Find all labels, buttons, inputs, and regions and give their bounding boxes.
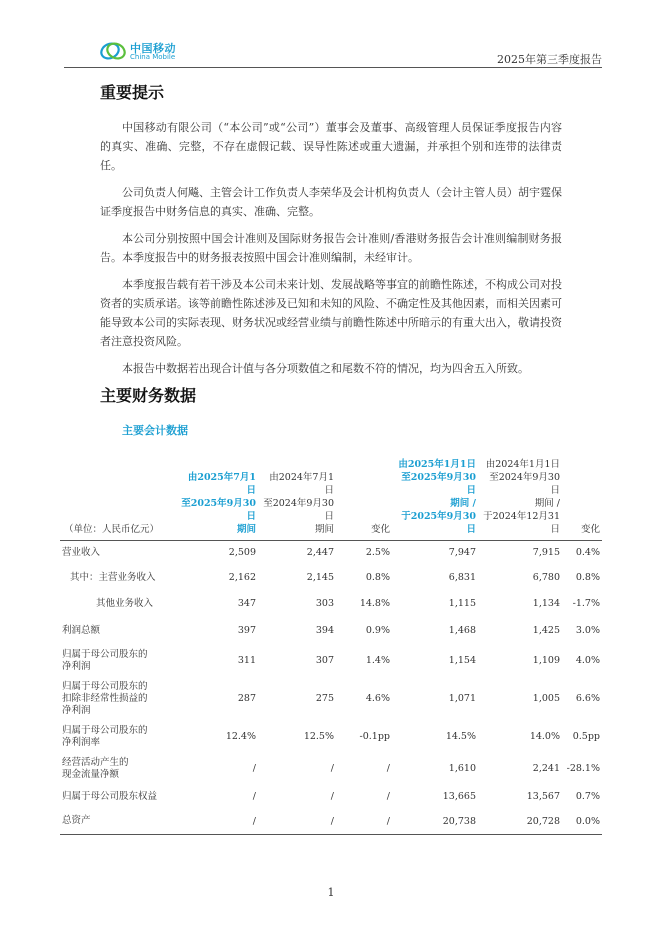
notice-paragraph: 本报告中数据若出现合计值与各分项数值之和尾数不符的情况，均为四舍五入所致。 <box>122 362 529 375</box>
page-number: 1 <box>327 886 335 899</box>
header-divider <box>64 67 602 68</box>
cell-value: 1,109 <box>532 655 560 666</box>
cell-value: 303 <box>315 598 334 609</box>
cell-value: 2.5% <box>365 547 390 559</box>
cell-value: / <box>252 815 256 827</box>
notice-paragraph: 本季度报告载有若干涉及本公司未来计划、发展战略等事宜的前瞻性陈述，不构成公司对投资者的实质承诺。该等前瞻性陈述涉及已知和未知的风险、不确定性及其他因素，而相关因素可能导致本公司的实际表现、财务状况或经营业绩与前瞻性陈述中所暗示的有重大出入，敬请投资者注意投资风险。 <box>100 278 562 348</box>
row-label: 其中：主营业务收入 <box>70 571 156 583</box>
cell-value: 0.7% <box>575 791 600 802</box>
cell-value: 0.0% <box>575 815 600 827</box>
financial-data-table <box>60 458 602 835</box>
col-ytd-change-header: 变化 <box>580 524 600 535</box>
table-row <box>60 645 602 677</box>
cell-value: 4.0% <box>575 655 600 666</box>
cell-value: 287 <box>237 693 256 704</box>
col-ytd-2025-header: 由2025年1月1日 至2025年9月30日 期间 / 于2025年9月30日 <box>398 459 476 535</box>
cell-value: 7,947 <box>448 547 476 559</box>
col-q3-change-header: 变化 <box>370 524 390 535</box>
cell-value: / <box>330 815 334 827</box>
cell-value: 3.0% <box>575 625 600 636</box>
china-mobile-logo-icon <box>100 40 126 62</box>
cell-value: / <box>252 791 256 802</box>
unit-header: （单位：人民币亿元） <box>64 524 160 535</box>
cell-value: 1,115 <box>448 598 476 609</box>
table-row <box>60 677 602 721</box>
row-label: 归属于母公司股东权益 <box>62 790 158 802</box>
table-row <box>60 591 602 617</box>
china-mobile-logo <box>100 37 210 65</box>
notice-paragraphs <box>100 118 562 386</box>
notice-paragraph: 中国移动有限公司（“本公司”或“公司”）董事会及董事、高级管理人员保证季度报告内容的真实、准确、完整，不存在虚假记载、误导性陈述或重大遗漏，并承担个别和连带的法律责任。 <box>100 121 562 172</box>
table-row <box>60 617 602 645</box>
financial-heading: 主要财务数据 <box>100 386 197 405</box>
table-row <box>60 565 602 591</box>
notice-heading: 重要提示 <box>100 83 165 102</box>
cell-value: 14.5% <box>445 731 476 742</box>
cell-value: 1.4% <box>365 655 390 666</box>
col-ytd-2024-header: 由2024年1月1日 至2024年9月30日 期间 / 于2024年12月31日 <box>483 459 560 535</box>
cell-value: 14.0% <box>529 731 560 742</box>
cell-value: 397 <box>237 625 256 636</box>
cell-value: 0.8% <box>575 572 600 583</box>
cell-value: / <box>330 763 334 774</box>
cell-value: 2,162 <box>228 572 256 583</box>
cell-value: / <box>330 791 334 802</box>
cell-value: 347 <box>237 598 256 609</box>
table-row <box>60 753 602 785</box>
cell-value: 1,610 <box>448 763 476 774</box>
table-row <box>60 785 602 809</box>
logo-english-text: China Mobile <box>130 53 176 61</box>
cell-value: 0.5pp <box>572 731 600 742</box>
notice-paragraph: 公司负责人何飚、主管会计工作负责人李荣华及会计机构负责人（会计主管人员）胡宇霆保证季度报告中财务信息的真实、准确、完整。 <box>100 186 562 218</box>
cell-value: / <box>386 791 390 802</box>
cell-value: 311 <box>237 655 256 666</box>
cell-value: 13,567 <box>526 791 560 802</box>
cell-value: 6,780 <box>532 572 560 583</box>
row-label: 归属于母公司股东的 扣除非经常性损益的 净利润 <box>62 680 148 716</box>
cell-value: 6.6% <box>575 693 600 704</box>
col-q3-2024-header: 由2024年7月1日 至2024年9月30日 期间 <box>263 472 334 535</box>
cell-value: -0.1pp <box>359 731 390 742</box>
table-header-row <box>60 458 602 541</box>
col-q3-2025-header: 由2025年7月1日 至2025年9月30日 期间 <box>181 472 256 535</box>
cell-value: 6,831 <box>448 572 476 583</box>
cell-value: 7,915 <box>532 547 560 559</box>
cell-value: 1,468 <box>448 625 476 636</box>
cell-value: 12.4% <box>225 731 256 742</box>
row-label: 营业收入 <box>62 546 101 558</box>
cell-value: 2,241 <box>532 763 560 774</box>
row-label: 利润总额 <box>62 624 101 636</box>
row-label: 归属于母公司股东的 净利润 <box>62 648 148 672</box>
logo-chinese-text: 中国移动 <box>130 42 176 55</box>
cell-value: 4.6% <box>365 693 390 704</box>
cell-value: / <box>386 763 390 774</box>
cell-value: -1.7% <box>572 598 600 609</box>
cell-value: / <box>252 763 256 774</box>
page-header <box>64 37 602 67</box>
cell-value: 1,425 <box>532 625 560 636</box>
notice-paragraph: 本公司分别按照中国会计准则及国际财务报告会计准则/香港财务报告会计准则编制财务报告。本季度报告中的财务报表按照中国会计准则编制，未经审计。 <box>100 232 562 264</box>
cell-value: 394 <box>315 625 334 636</box>
cell-value: 275 <box>315 693 334 704</box>
cell-value: 0.8% <box>365 572 390 583</box>
cell-value: 20,738 <box>442 815 476 827</box>
row-label: 总资产 <box>62 815 91 827</box>
table-row <box>60 809 602 835</box>
financial-subheading: 主要会计数据 <box>122 424 188 437</box>
cell-value: 1,154 <box>448 655 476 666</box>
cell-value: 1,005 <box>532 693 560 704</box>
cell-value: 13,665 <box>442 791 476 802</box>
cell-value: -28.1% <box>566 763 600 774</box>
row-label: 归属于母公司股东的 净利润率 <box>62 724 148 748</box>
table-row <box>60 541 602 565</box>
cell-value: 2,509 <box>228 547 256 559</box>
row-label: 经营活动产生的 现金流量净额 <box>62 756 129 780</box>
cell-value: 20,728 <box>526 815 560 827</box>
cell-value: 12.5% <box>303 731 334 742</box>
report-title: 2025年第三季度报告 <box>497 53 602 66</box>
cell-value: 307 <box>315 655 334 666</box>
cell-value: 1,071 <box>448 693 476 704</box>
cell-value: 1,134 <box>532 598 560 609</box>
cell-value: / <box>386 815 390 827</box>
cell-value: 2,447 <box>306 547 334 559</box>
cell-value: 14.8% <box>359 598 390 609</box>
cell-value: 2,145 <box>306 572 334 583</box>
table-row <box>60 721 602 753</box>
cell-value: 0.4% <box>575 547 600 559</box>
row-label: 其他业务收入 <box>96 597 154 609</box>
cell-value: 0.9% <box>365 625 390 636</box>
